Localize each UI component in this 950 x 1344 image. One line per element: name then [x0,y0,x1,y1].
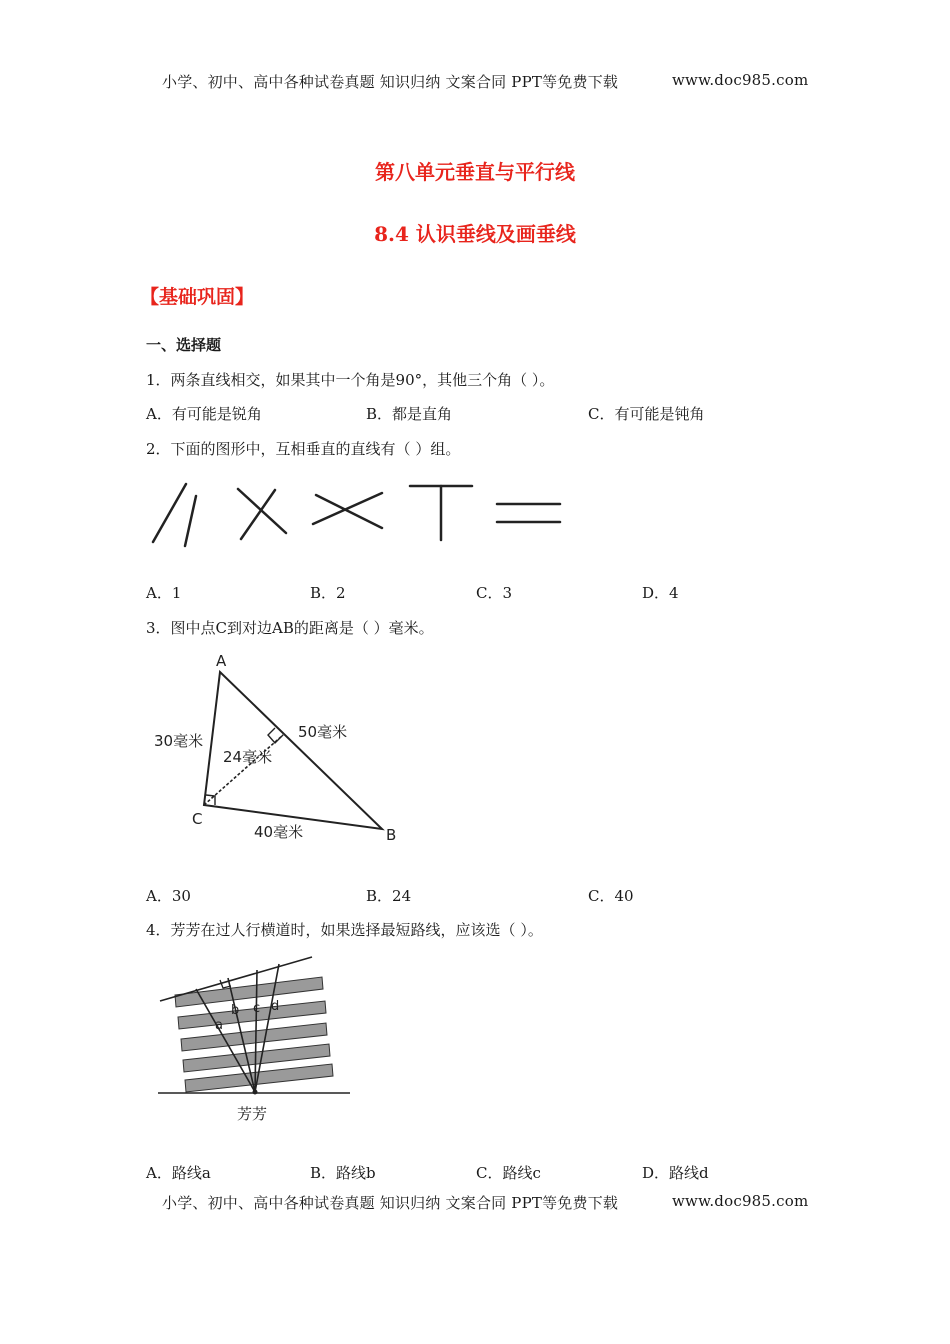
question-1-option-a: A．有可能是锐角 [146,405,262,423]
vertex-a-label: A [216,652,227,670]
side-cb-label: 40毫米 [254,823,304,841]
height-label: 24毫米 [223,748,273,766]
line-pair-1 [153,484,196,546]
vertex-b-label: B [386,826,397,844]
question-1-option-b: B．都是直角 [366,405,453,423]
page-title: 第八单元垂直与平行线 [375,160,575,184]
route-d-label: d [271,999,280,1014]
route-a-label: a [215,1018,223,1033]
question-4-option-a: A．路线a [146,1164,211,1182]
question-4-option-d: D．路线d [642,1164,709,1182]
question-4-stem: 4．芳芳在过人行横道时，如果选择最短路线，应该选（ ）。 [146,921,543,939]
fangfang-point [253,1090,258,1095]
header-site[interactable]: www.doc985.com [672,71,809,89]
question-2-option-d: D．4 [642,584,679,602]
route-c-label: c [253,1001,261,1016]
question-4-crosswalk-figure [150,950,360,1130]
question-3-option-c: C．40 [588,887,634,905]
height-cd [204,735,283,805]
side-ab-label: 50毫米 [298,723,348,741]
question-3-option-b: B．24 [366,887,412,905]
vertex-c-label: C [192,810,203,828]
question-3-triangle-figure [148,648,408,848]
line-pair-5 [497,504,560,522]
side-ac-label: 30毫米 [154,732,204,750]
question-4-option-b: B．路线b [310,1164,376,1182]
page-subtitle: 8.4 认识垂线及画垂线 [374,222,576,246]
person-label: 芳芳 [237,1105,268,1123]
question-1-stem: 1．两条直线相交，如果其中一个角是90°，其他三个角（ ）。 [146,371,555,389]
question-3-stem: 3．图中点C到对边AB的距离是（ ）毫米。 [146,619,434,637]
question-2-figure [140,476,580,556]
header-text: 小学、初中、高中各种试卷真题 知识归纳 文案合同 PPT等免费下载 [162,73,619,91]
question-1-option-c: C．有可能是钝角 [588,405,705,423]
part-heading: 一、选择题 [146,336,222,354]
stripe-2 [178,1001,326,1029]
question-4-option-c: C．路线c [476,1164,541,1182]
line-pair-2 [238,489,286,539]
footer-site[interactable]: www.doc985.com [672,1192,809,1210]
line-pair-3 [313,493,382,528]
question-2-option-c: C．3 [476,584,513,602]
route-b-label: b [231,1003,240,1018]
section-heading: 【基础巩固】 [140,286,255,308]
right-angle-mark-c [206,795,215,805]
question-2-option-a: A．1 [146,584,182,602]
line-pair-4 [410,486,472,540]
question-2-option-b: B．2 [310,584,346,602]
question-2-stem: 2．下面的图形中，互相垂直的直线有（ ）组。 [146,440,461,458]
footer-text: 小学、初中、高中各种试卷真题 知识归纳 文案合同 PPT等免费下载 [162,1194,619,1212]
question-3-option-a: A．30 [146,887,191,905]
